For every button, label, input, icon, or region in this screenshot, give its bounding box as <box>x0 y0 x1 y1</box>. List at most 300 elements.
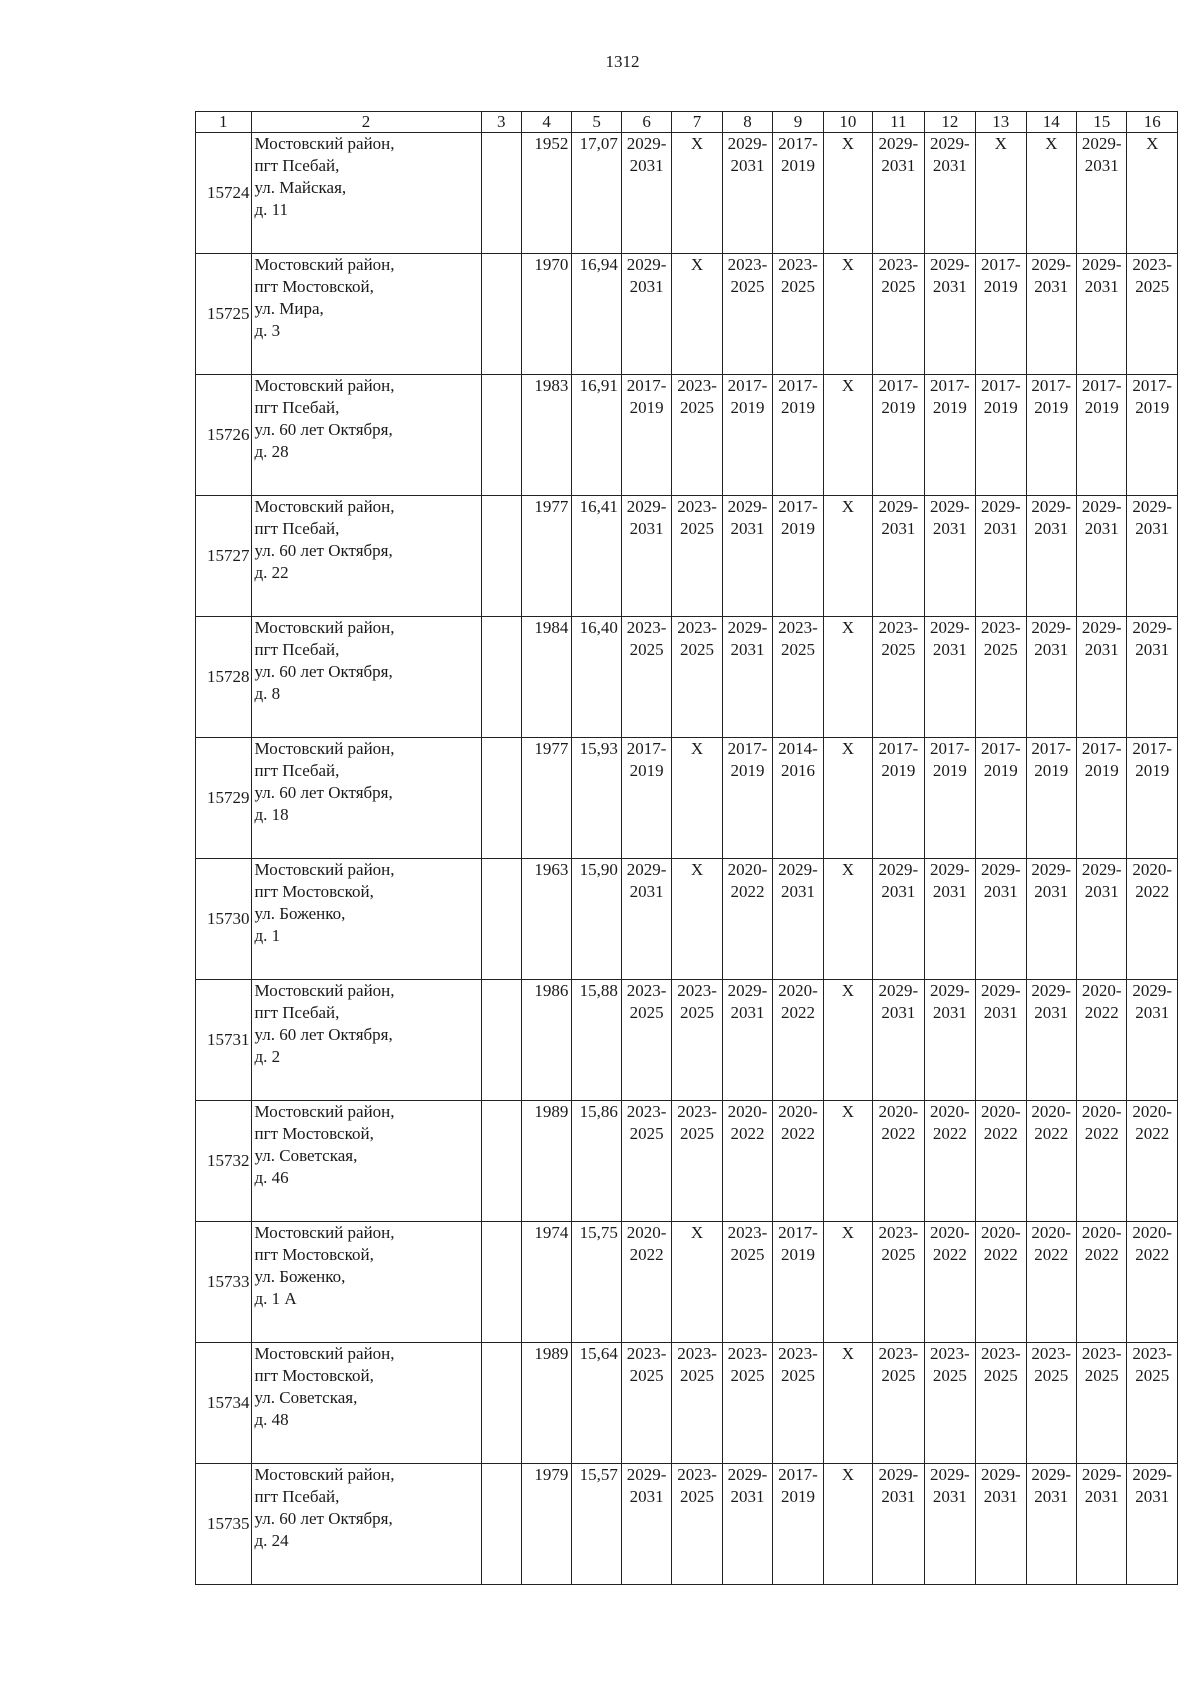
period-end: 2025 <box>629 1366 664 1385</box>
period-start: 2029- <box>1132 981 1173 1000</box>
col3-cell <box>481 617 521 738</box>
period-start: 2029- <box>626 860 667 879</box>
period-cell-col16 <box>1127 738 1178 859</box>
value-cell: 15,86 <box>572 1101 621 1222</box>
period-cell-col15 <box>1076 1464 1126 1585</box>
period-cell-col11 <box>873 617 924 738</box>
period-end: 2025 <box>881 1366 916 1385</box>
period-cell-col14 <box>1026 980 1076 1101</box>
address-cell <box>251 859 481 980</box>
period-cell-col7 <box>672 133 722 254</box>
period-start: 2017- <box>1081 739 1122 758</box>
period-cell-col13 <box>976 496 1026 617</box>
period-start: 2020- <box>980 1223 1021 1242</box>
period-cell-col10 <box>823 254 872 375</box>
period-start: 2020- <box>1031 1102 1072 1121</box>
address-line: пгт Псебай, <box>254 156 340 175</box>
period-start: 2020- <box>1081 1223 1122 1242</box>
period-end: 2031 <box>932 277 967 296</box>
period-start: 2029- <box>1031 860 1072 879</box>
period-cell-col15 <box>1076 1222 1126 1343</box>
period-start: 2023- <box>727 1344 768 1363</box>
period-end: 2025 <box>680 1366 715 1385</box>
period-cell-col9 <box>773 1464 823 1585</box>
period-start: 2017- <box>727 739 768 758</box>
address-line: Мостовский район, <box>254 1344 395 1363</box>
table-row <box>196 375 1178 496</box>
value-cell: 17,07 <box>572 133 621 254</box>
year-cell: 1963 <box>521 859 571 980</box>
period-end: 2019 <box>1084 398 1119 417</box>
col3-cell <box>481 738 521 859</box>
period-cell-col7 <box>672 375 722 496</box>
period-end: 2019 <box>983 277 1018 296</box>
period-start: 2020- <box>1132 860 1173 879</box>
period-cell-col14 <box>1026 738 1076 859</box>
address-line: пгт Псебай, <box>254 640 340 659</box>
period-start: X <box>690 1223 704 1242</box>
period-end: 2019 <box>932 761 967 780</box>
period-end: 2031 <box>730 640 765 659</box>
period-start: 2017- <box>1132 739 1173 758</box>
period-start: 2020- <box>929 1102 970 1121</box>
period-start: 2029- <box>878 860 919 879</box>
period-start: 2017- <box>778 1465 818 1484</box>
period-start: 2029- <box>929 255 970 274</box>
period-end: 2031 <box>629 277 664 296</box>
period-cell-col6 <box>621 980 671 1101</box>
address-line: ул. 60 лет Октября, <box>254 1025 393 1044</box>
period-cell-col7 <box>672 859 722 980</box>
period-cell-col15 <box>1076 738 1126 859</box>
period-cell-col7 <box>672 738 722 859</box>
period-cell-col9 <box>773 496 823 617</box>
period-end: 2025 <box>629 1003 664 1022</box>
period-end: 2031 <box>881 1003 916 1022</box>
period-cell-col10 <box>823 496 872 617</box>
period-end: 2019 <box>629 398 664 417</box>
period-end: 2022 <box>1034 1245 1069 1264</box>
period-cell-col15 <box>1076 1343 1126 1464</box>
address-line: д. 48 <box>254 1410 289 1429</box>
address-line: пгт Псебай, <box>254 398 340 417</box>
period-start: 2020- <box>727 1102 768 1121</box>
period-cell-col11 <box>873 738 924 859</box>
period-cell-col11 <box>873 859 924 980</box>
period-end: 2022 <box>1034 1124 1069 1143</box>
address-line: пгт Мостовской, <box>254 1245 374 1264</box>
period-end: 2025 <box>881 277 916 296</box>
period-start: X <box>841 497 855 516</box>
period-end: 2031 <box>983 519 1018 538</box>
period-start: 2017- <box>778 134 818 153</box>
period-start: 2023- <box>778 618 818 637</box>
period-start: 2029- <box>929 860 970 879</box>
address-line: д. 46 <box>254 1168 289 1187</box>
header-cell-col12: 12 <box>924 112 975 133</box>
period-cell-col8 <box>722 1343 772 1464</box>
year-cell: 1970 <box>521 254 571 375</box>
period-end: 2025 <box>629 640 664 659</box>
period-cell-col10 <box>823 133 872 254</box>
period-cell-col10 <box>823 1222 872 1343</box>
period-cell-col9 <box>773 133 823 254</box>
period-end: 2019 <box>1034 398 1069 417</box>
period-end: 2025 <box>730 1366 765 1385</box>
period-start: 2020- <box>929 1223 970 1242</box>
address-line: ул. Боженко, <box>254 1267 346 1286</box>
header-cell-col8: 8 <box>722 112 772 133</box>
period-cell-col14 <box>1026 1222 1076 1343</box>
period-start: X <box>841 1102 855 1121</box>
period-cell-col12 <box>924 496 975 617</box>
period-cell-col13 <box>976 1343 1026 1464</box>
period-cell-col14 <box>1026 859 1076 980</box>
period-end: 2025 <box>680 1003 715 1022</box>
period-cell-col10 <box>823 859 872 980</box>
period-cell-col16 <box>1127 1343 1178 1464</box>
period-cell-col11 <box>873 1222 924 1343</box>
table-header <box>196 112 1178 133</box>
table-row <box>196 1222 1178 1343</box>
period-cell-col12 <box>924 1101 975 1222</box>
address-line: пгт Мостовской, <box>254 882 374 901</box>
period-cell-col7 <box>672 1222 722 1343</box>
value-cell: 15,93 <box>572 738 621 859</box>
period-start: 2023- <box>878 255 919 274</box>
period-cell-col6 <box>621 1464 671 1585</box>
period-end: 2025 <box>680 640 715 659</box>
period-end: 2025 <box>1084 1366 1119 1385</box>
period-start: 2017- <box>1031 739 1072 758</box>
period-cell-col13 <box>976 980 1026 1101</box>
period-start: 2029- <box>1132 1465 1173 1484</box>
period-cell-col7 <box>672 617 722 738</box>
address-line: Мостовский район, <box>254 1223 395 1242</box>
row-number-cell: 15729 <box>196 738 252 859</box>
period-start: 2017- <box>929 739 970 758</box>
period-cell-col15 <box>1076 617 1126 738</box>
col3-cell <box>481 496 521 617</box>
period-end: 2019 <box>1135 398 1170 417</box>
period-start: X <box>841 255 855 274</box>
period-end: 2022 <box>983 1245 1018 1264</box>
period-end: 2025 <box>780 277 815 296</box>
address-cell <box>251 254 481 375</box>
address-line: пгт Псебай, <box>254 519 340 538</box>
address-line: Мостовский район, <box>254 1465 395 1484</box>
period-cell-col12 <box>924 1222 975 1343</box>
table-row <box>196 738 1178 859</box>
period-cell-col15 <box>1076 1101 1126 1222</box>
period-cell-col11 <box>873 1464 924 1585</box>
period-cell-col14 <box>1026 1343 1076 1464</box>
value-cell: 15,88 <box>572 980 621 1101</box>
period-end: 2019 <box>1135 761 1170 780</box>
period-cell-col8 <box>722 980 772 1101</box>
period-start: 2023- <box>677 1465 717 1484</box>
period-end: 2022 <box>932 1245 967 1264</box>
period-start: 2020- <box>1031 1223 1072 1242</box>
period-cell-col13 <box>976 738 1026 859</box>
period-end: 2031 <box>780 882 815 901</box>
period-start: 2023- <box>1132 1344 1173 1363</box>
period-cell-col7 <box>672 254 722 375</box>
period-start: 2029- <box>929 981 970 1000</box>
period-end: 2025 <box>780 640 815 659</box>
period-cell-col8 <box>722 1464 772 1585</box>
period-end: 2031 <box>983 882 1018 901</box>
period-start: 2029- <box>1081 860 1122 879</box>
period-cell-col6 <box>621 617 671 738</box>
period-end: 2031 <box>730 1487 765 1506</box>
address-line: Мостовский район, <box>254 255 395 274</box>
period-end: 2025 <box>730 1245 765 1264</box>
period-cell-col13 <box>976 133 1026 254</box>
period-start: X <box>841 618 855 637</box>
period-cell-col6 <box>621 254 671 375</box>
period-end: 2031 <box>1084 156 1119 175</box>
period-start: 2029- <box>980 981 1021 1000</box>
address-cell <box>251 1464 481 1585</box>
period-cell-col6 <box>621 1343 671 1464</box>
period-start: 2017- <box>778 497 818 516</box>
period-cell-col16 <box>1127 980 1178 1101</box>
period-start: 2017- <box>778 376 818 395</box>
period-end: 2031 <box>1084 277 1119 296</box>
period-start: X <box>1045 134 1058 153</box>
header-cell-col15: 15 <box>1076 112 1126 133</box>
period-start: 2020- <box>626 1223 667 1242</box>
period-cell-col11 <box>873 375 924 496</box>
row-number-cell: 15725 <box>196 254 252 375</box>
period-end: 2025 <box>629 1124 664 1143</box>
period-end: 2031 <box>932 156 967 175</box>
period-end: 2031 <box>932 519 967 538</box>
table-body <box>196 133 1178 1585</box>
header-cell-col4: 4 <box>521 112 571 133</box>
address-line: д. 11 <box>254 200 289 219</box>
period-start: 2023- <box>677 1102 717 1121</box>
period-start: 2029- <box>727 618 768 637</box>
period-end: 2025 <box>680 519 715 538</box>
period-end: 2031 <box>932 1003 967 1022</box>
period-cell-col10 <box>823 980 872 1101</box>
table-row <box>196 1343 1178 1464</box>
period-start: 2029- <box>626 255 667 274</box>
period-end: 2031 <box>730 519 765 538</box>
period-cell-col8 <box>722 859 772 980</box>
period-cell-col9 <box>773 1222 823 1343</box>
period-end: 2022 <box>1135 1124 1170 1143</box>
period-start: 2029- <box>778 860 818 879</box>
period-end: 2025 <box>881 640 916 659</box>
period-cell-col16 <box>1127 375 1178 496</box>
period-end: 2031 <box>983 1003 1018 1022</box>
address-line: Мостовский район, <box>254 134 395 153</box>
period-start: 2023- <box>878 618 919 637</box>
period-start: X <box>1146 134 1159 153</box>
period-cell-col10 <box>823 1464 872 1585</box>
period-cell-col16 <box>1127 1464 1178 1585</box>
period-end: 2031 <box>1034 1487 1069 1506</box>
table-row <box>196 1464 1178 1585</box>
address-line: д. 1 А <box>254 1289 297 1308</box>
period-end: 2031 <box>1135 1487 1170 1506</box>
period-cell-col8 <box>722 133 772 254</box>
period-start: 2017- <box>1132 376 1173 395</box>
period-end: 2025 <box>1034 1366 1069 1385</box>
period-start: X <box>690 739 704 758</box>
year-cell: 1986 <box>521 980 571 1101</box>
period-cell-col16 <box>1127 496 1178 617</box>
period-start: 2029- <box>1132 618 1173 637</box>
address-line: пгт Псебай, <box>254 1487 340 1506</box>
period-start: X <box>841 860 855 879</box>
period-cell-col10 <box>823 1343 872 1464</box>
period-start: 2017- <box>778 1223 818 1242</box>
period-start: 2029- <box>980 860 1021 879</box>
period-end: 2031 <box>932 640 967 659</box>
period-cell-col14 <box>1026 1101 1076 1222</box>
period-end: 2031 <box>932 1487 967 1506</box>
address-line: Мостовский район, <box>254 1102 395 1121</box>
period-end: 2031 <box>629 519 664 538</box>
period-start: 2020- <box>980 1102 1021 1121</box>
period-end: 2022 <box>881 1124 916 1143</box>
period-end: 2031 <box>1084 882 1119 901</box>
period-cell-col12 <box>924 133 975 254</box>
col3-cell <box>481 1464 521 1585</box>
period-cell-col10 <box>823 617 872 738</box>
period-cell-col6 <box>621 1101 671 1222</box>
period-start: 2029- <box>626 497 667 516</box>
period-start: 2017- <box>980 739 1021 758</box>
period-start: 2029- <box>626 134 667 153</box>
address-line: Мостовский район, <box>254 618 395 637</box>
period-start: 2029- <box>878 981 919 1000</box>
period-cell-col16 <box>1127 1222 1178 1343</box>
period-start: 2029- <box>929 134 970 153</box>
period-cell-col12 <box>924 375 975 496</box>
value-cell: 16,40 <box>572 617 621 738</box>
period-start: 2029- <box>626 1465 667 1484</box>
period-cell-col16 <box>1127 859 1178 980</box>
year-cell: 1974 <box>521 1222 571 1343</box>
period-cell-col11 <box>873 1101 924 1222</box>
period-cell-col8 <box>722 375 772 496</box>
period-cell-col16 <box>1127 133 1178 254</box>
period-end: 2031 <box>1034 519 1069 538</box>
period-end: 2019 <box>780 1245 815 1264</box>
period-start: 2029- <box>1081 618 1122 637</box>
period-start: X <box>841 376 855 395</box>
period-cell-col13 <box>976 1222 1026 1343</box>
row-number-cell: 15735 <box>196 1464 252 1585</box>
address-line: д. 24 <box>254 1531 289 1550</box>
period-end: 2025 <box>1135 1366 1170 1385</box>
row-number-cell: 15733 <box>196 1222 252 1343</box>
value-cell: 15,57 <box>572 1464 621 1585</box>
value-cell: 15,90 <box>572 859 621 980</box>
period-cell-col12 <box>924 254 975 375</box>
address-line: пгт Мостовской, <box>254 1366 374 1385</box>
period-cell-col15 <box>1076 859 1126 980</box>
period-start: 2017- <box>626 376 667 395</box>
year-cell: 1979 <box>521 1464 571 1585</box>
header-cell-col7: 7 <box>672 112 722 133</box>
row-number-cell: 15728 <box>196 617 252 738</box>
period-end: 2022 <box>983 1124 1018 1143</box>
period-start: 2023- <box>677 1344 717 1363</box>
address-line: ул. 60 лет Октября, <box>254 783 393 802</box>
period-start: 2017- <box>929 376 970 395</box>
period-cell-col8 <box>722 254 772 375</box>
period-cell-col13 <box>976 617 1026 738</box>
period-start: 2029- <box>1081 134 1122 153</box>
registry-table <box>195 111 1178 1585</box>
address-line: Мостовский район, <box>254 376 395 395</box>
period-end: 2031 <box>1034 277 1069 296</box>
address-line: д. 2 <box>254 1047 281 1066</box>
period-end: 2025 <box>780 1366 815 1385</box>
col3-cell <box>481 1222 521 1343</box>
period-start: X <box>841 981 855 1000</box>
period-end: 2031 <box>629 882 664 901</box>
period-start: 2029- <box>727 134 768 153</box>
period-end: 2025 <box>1135 277 1170 296</box>
header-cell-col13: 13 <box>976 112 1026 133</box>
period-cell-col14 <box>1026 617 1076 738</box>
period-cell-col10 <box>823 375 872 496</box>
period-end: 2025 <box>730 277 765 296</box>
period-cell-col9 <box>773 980 823 1101</box>
year-cell: 1983 <box>521 375 571 496</box>
period-cell-col10 <box>823 1101 872 1222</box>
period-end: 2022 <box>932 1124 967 1143</box>
col3-cell <box>481 254 521 375</box>
period-cell-col9 <box>773 617 823 738</box>
header-cell-col16: 16 <box>1127 112 1178 133</box>
header-cell-col3: 3 <box>481 112 521 133</box>
value-cell: 16,91 <box>572 375 621 496</box>
address-line: д. 3 <box>254 321 281 340</box>
address-line: д. 28 <box>254 442 289 461</box>
period-cell-col7 <box>672 980 722 1101</box>
period-start: 2020- <box>1132 1223 1173 1242</box>
period-cell-col8 <box>722 1222 772 1343</box>
period-cell-col14 <box>1026 254 1076 375</box>
header-cell-col10: 10 <box>823 112 872 133</box>
period-cell-col11 <box>873 1343 924 1464</box>
period-start: 2029- <box>1031 1465 1072 1484</box>
header-row <box>196 112 1178 133</box>
period-start: 2029- <box>727 981 768 1000</box>
address-line: д. 8 <box>254 684 281 703</box>
period-end: 2019 <box>1034 761 1069 780</box>
address-line: ул. 60 лет Октября, <box>254 662 393 681</box>
period-cell-col10 <box>823 738 872 859</box>
period-cell-col9 <box>773 1101 823 1222</box>
period-start: 2029- <box>727 1465 768 1484</box>
period-end: 2019 <box>730 398 765 417</box>
address-line: д. 18 <box>254 805 289 824</box>
address-cell <box>251 375 481 496</box>
header-cell-col1: 1 <box>196 112 252 133</box>
period-cell-col7 <box>672 1464 722 1585</box>
period-end: 2019 <box>1084 761 1119 780</box>
period-cell-col12 <box>924 1343 975 1464</box>
